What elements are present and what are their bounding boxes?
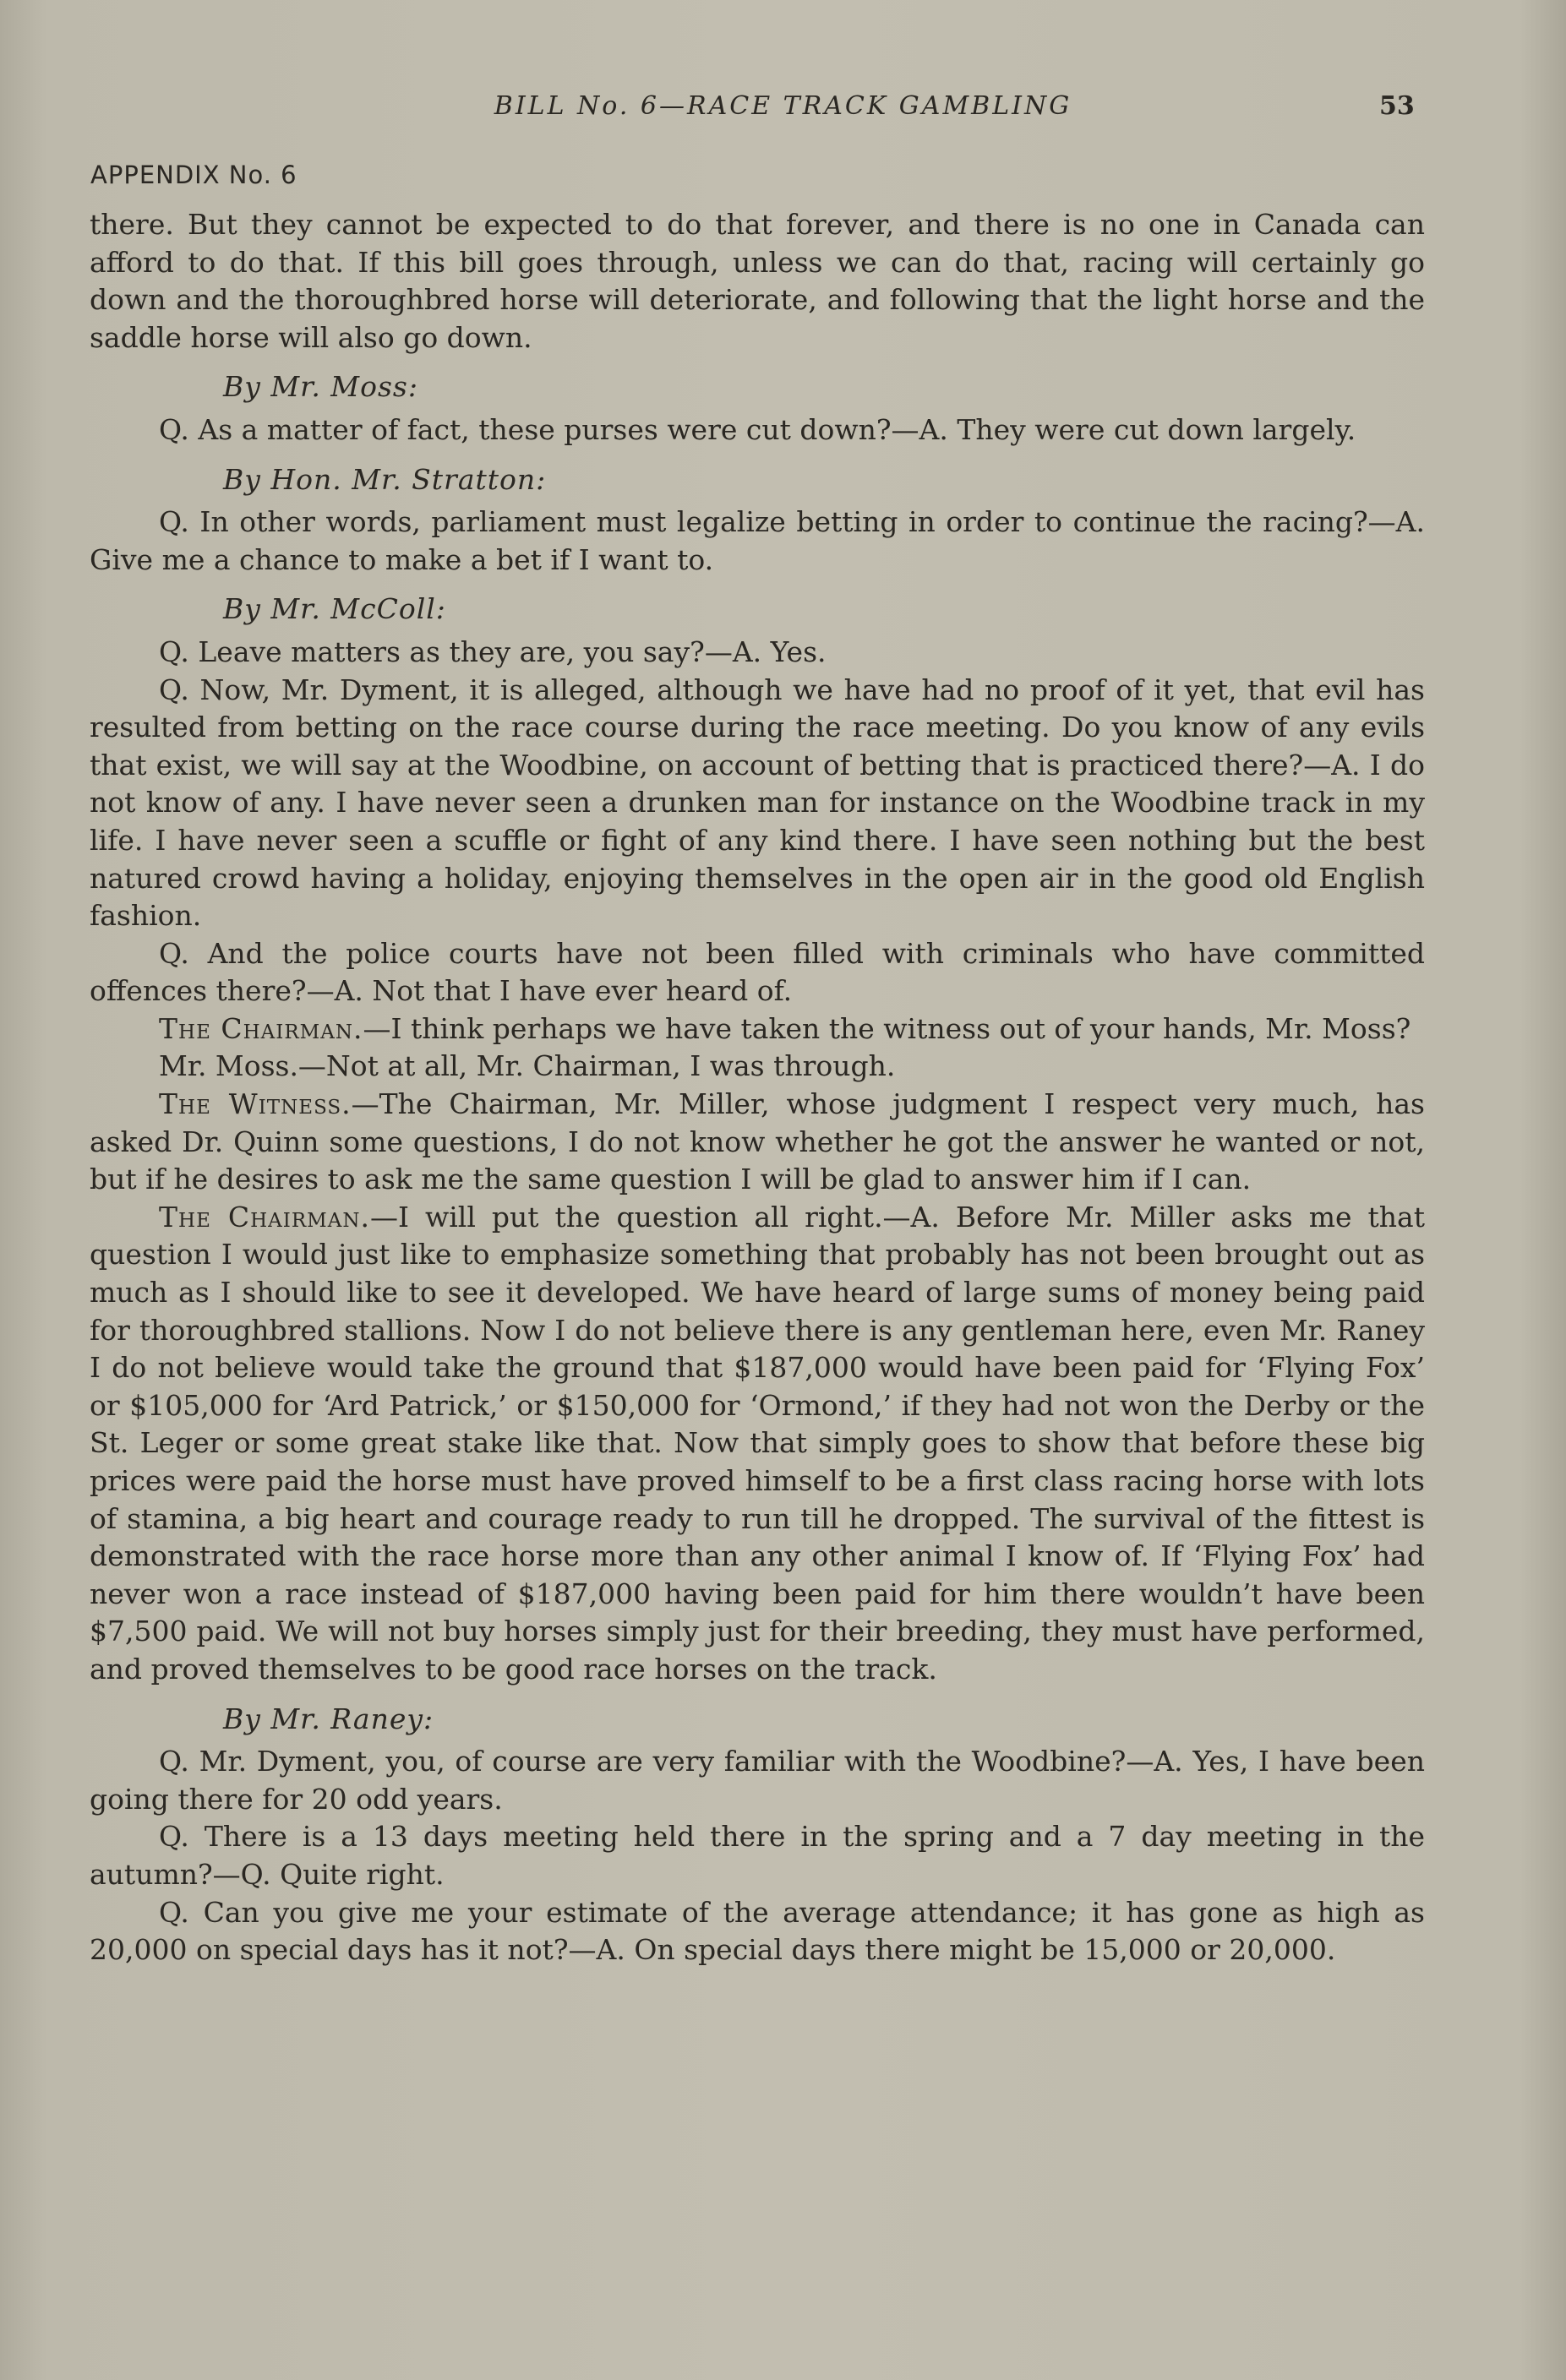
paragraph xyxy=(90,1010,1425,1048)
running-head: BILL No. 6—RACE TRACK GAMBLING xyxy=(494,91,1072,121)
speech: —I will put the question all right.—A. Before Mr. Miller asks me that question I would just like to emphasize something that probably has not been brought out as much as I should like to see it developed. We have heard of large sums of money being paid for thoroughbred stallions. Now I do not believe there is any gentleman here, even Mr. Raney I do not believe would take the ground that $187,000 would have been paid for ‘Flying Fox’ or $105,000 for ‘Ard Patrick,’ or $150,000 for ‘Ormond,’ if they had not won the Derby or the St. Leger or some great stake like that. Now that simply goes to show that before these big prices were paid the horse must have proved himself to be a first class racing horse with lots of stamina, a big heart and courage ready to run till he dropped. The survival of the fittest is demonstrated with the race horse more than any other animal I know of. If ‘Flying Fox’ had never won a race instead of $187,000 having been paid for him there wouldn’t have been $7,500 paid. We will not buy horses simply just for their breeding, they must have performed, and proved themselves to be good race horses on the track. xyxy=(90,1200,1425,1686)
paragraph: Q. There is a 13 days meeting held there in the spring and a 7 day meeting in the autumn?—Q. Quite right. xyxy=(90,1820,1425,1891)
paragraph: Q. Leave matters as they are, you say?—A. Yes. xyxy=(159,634,827,668)
speaker-name: The Chairman. xyxy=(159,1200,370,1234)
speaker-name: The Witness. xyxy=(159,1087,352,1121)
page-number: 53 xyxy=(1379,91,1415,121)
paragraph: Q. Can you give me your estimate of the average attendance; it has gone as high as 20,000 on special days has it not?—A. On special days there might be 15,000 or 20,000. xyxy=(90,1895,1425,1967)
paragraph: Q. And the police courts have not been filled with criminals who have committed offences there?—A. Not that I have ever heard of. xyxy=(90,936,1425,1008)
examiner-heading: By Hon. Mr. Stratton: xyxy=(223,462,547,496)
examiner-heading: By Mr. McColl: xyxy=(223,592,446,626)
appendix-label: APPENDIX No. 6 xyxy=(90,161,297,189)
speech: —I think perhaps we have taken the witness out of your hands, Mr. Moss? xyxy=(363,1011,1411,1045)
paragraph: Q. Mr. Dyment, you, of course are very familiar with the Woodbine?—A. Yes, I have been going there for 20 odd years. xyxy=(90,1745,1425,1816)
paragraph xyxy=(90,1086,1425,1199)
paragraph: Mr. Moss.—Not at all, Mr. Chairman, I was through. xyxy=(159,1049,896,1083)
speech: —The Chairman, Mr. Miller, whose judgment I respect very much, has asked Dr. Quinn some questions, I do not know whether he got the answer he wanted or not, but if he desires to ask me the same question I will be glad to answer him if I can. xyxy=(90,1087,1425,1196)
paragraph: Q. Now, Mr. Dyment, it is alleged, although we have had no proof of it yet, that evil has resulted from betting on the race course during the race meeting. Do you know of any evils that exist, we will say at the Woodbine, on account of betting that is practiced there?—A. I do not know of any. I have never seen a drunken man for instance on the Woodbine track in my life. I have never seen a scuffle or fight of any kind there. I have seen nothing but the best natured crowd having a holiday, enjoying themselves in the open air in the good old English fashion. xyxy=(90,673,1425,933)
paragraph xyxy=(90,1199,1425,1689)
speaker-name: The Chairman. xyxy=(159,1011,363,1045)
body-text xyxy=(90,206,1425,1969)
examiner-heading: By Mr. Moss: xyxy=(223,370,418,404)
paragraph: there. But they cannot be expected to do that forever, and there is no one in Canada can afford to do that. If this bill goes through, unless we can do that, racing will certainly go down and the thoroughbred horse will deteriorate, and following that the light horse and the saddle horse will also go down. xyxy=(90,208,1425,354)
paragraph: Q. As a matter of fact, these purses were cut down?—A. They were cut down largely. xyxy=(159,412,1356,446)
paragraph: Q. In other words, parliament must legalize betting in order to continue the racing?—A. Give me a chance to make a bet if I want to. xyxy=(90,505,1425,576)
examiner-heading: By Mr. Raney: xyxy=(223,1702,434,1735)
